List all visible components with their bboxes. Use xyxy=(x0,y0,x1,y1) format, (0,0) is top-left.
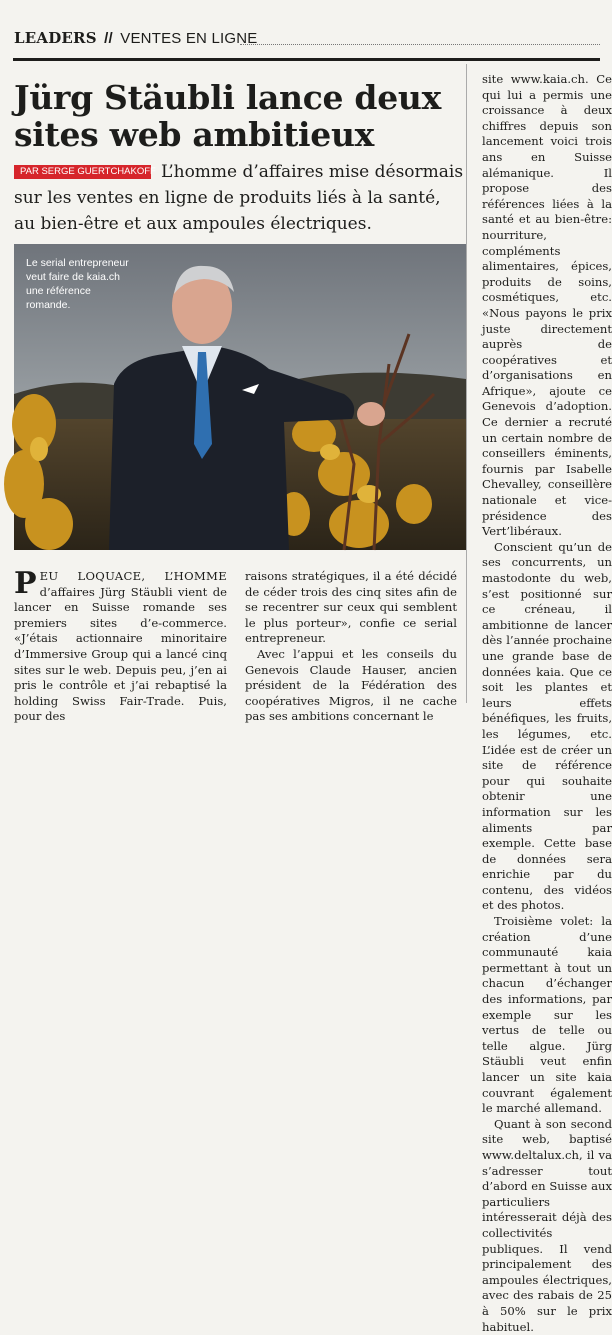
photo-caption: Le serial entrepreneur veut faire de kaia.ch une référence romande. xyxy=(26,257,129,311)
body-paragraph: Avec l’appui et les conseils du Genevois Claude Hauser, ancien président de la Fédération des coopératives Migros, il ne cache pas ses ambitions concernant le xyxy=(245,646,457,724)
section-separator: // xyxy=(104,30,113,47)
article-lead: L’homme d’affaires mise désormais sur les ventes en ligne de produits liés à la santé, au bien-être et aux ampoules électriques. xyxy=(14,162,464,234)
body-paragraph: Quant à son second site web, baptisé www.deltalux.ch, il va s’adresser tout d’abord en Suisse aux particuliers intéresserait déjà des collectivités publiques. Il vend principalement des ampoules électriques, avec des rabais de 25 à 50% sur le prix habituel. xyxy=(482,1116,612,1334)
body-paragraph: Conscient qu’un de ses concurrents, un mastodonte du web, s’est positionné sur ce créneau, il ambitionne de lancer dès l’année prochaine une grande base de données kaia. Que ce soit les plantes et leurs effets bénéfiques, les fruits, les légumes, etc. L’idée est de créer un site de référence pour qui souhaite obtenir une information sur les aliments par exemple. Cette base de données sera enrichie par du contenu, des vidéos et des photos. xyxy=(482,539,612,913)
subsection-name: VENTES EN LIGNE xyxy=(120,30,258,47)
body-paragraph: raisons stratégiques, il a été décidé de céder trois des cinq sites afin de se recentrer sur ceux qui semblent le plus porteur», confie ce serial entrepreneur. xyxy=(245,569,457,646)
body-column-3 xyxy=(482,72,612,1335)
header-dotted-rule xyxy=(240,44,600,45)
author-byline: PAR SERGE GUERTCHAKOFF xyxy=(14,165,151,179)
section-name: LEADERS xyxy=(14,29,97,47)
body-paragraph: Troisième volet: la création d’une communauté kaia permettant à tout un chacun d’échanger des informations, par exemple sur les vertus de telle ou telle algue. Jürg Stäubli veut enfin lancer un site kaia couvrant également le marché allemand. xyxy=(482,914,612,1116)
column-rule xyxy=(466,64,467,703)
section-rubric xyxy=(14,29,257,47)
header-rule xyxy=(13,58,600,61)
article-title: Jürg Stäubli lance deux sites web ambitieux xyxy=(14,78,441,154)
body-text-1: d’affaires Jürg Stäubli vient de lancer en Suisse romande ses premiers sites d’e-commerce. «J’étais actionnaire minoritaire d’Immersive Group qui a lancé cinq sites sur le web. Depuis peu, j’en ai pris le contrôle et j’ai rebaptisé la holding Swiss Fair-Trade. Puis, pour des xyxy=(14,584,227,724)
body-column-1 xyxy=(14,566,227,725)
drop-cap: P xyxy=(14,566,37,601)
body-column-2 xyxy=(245,569,457,725)
lead-in-caps: EU LOQUACE, L’HOMME xyxy=(39,569,227,583)
body-paragraph: site www.kaia.ch. Ce qui lui a permis une croissance à deux chiffres depuis son lancement voici trois ans en Suisse alémanique. Il propose des références liées à la santé et au bien-être: nourriture, compléments alimentaires, épices, produits de soins, cosmétiques, etc. «Nous payons le prix juste directement auprès de coopératives et d’organisations en Afrique», ajoute ce Genevois d’adoption. Ce dernier a recruté un certain nombre de conseillers éminents, fournis par Isabelle Chevalley, conseillère nationale et vice-présidence des Vert’libéraux. xyxy=(482,72,612,539)
